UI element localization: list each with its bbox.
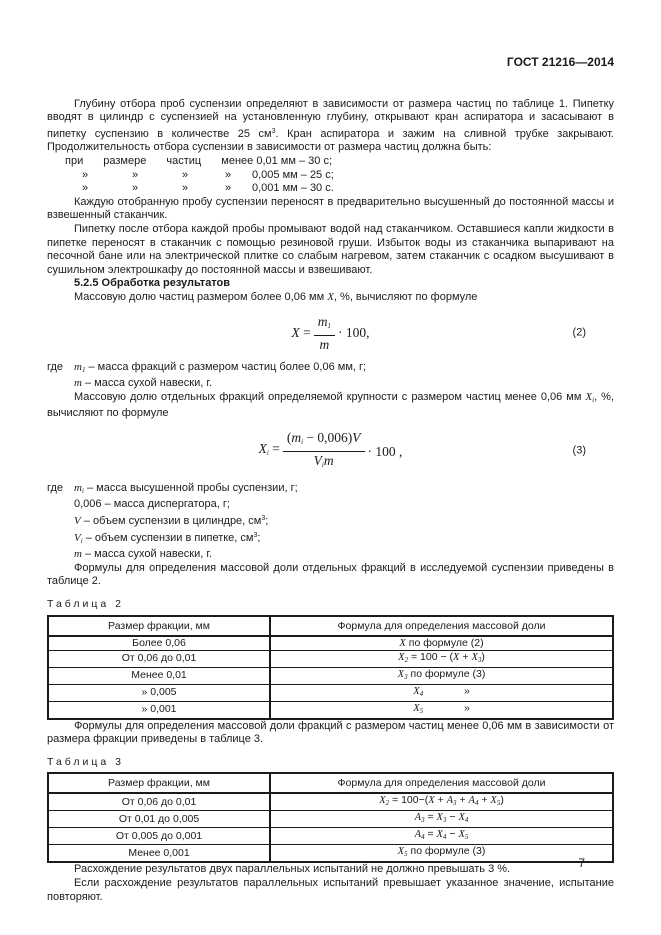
table-header-row [48,616,613,636]
cell-size: От 0,01 до 0,005 [48,811,270,828]
ditto-mark: » [224,168,232,181]
formula-3-numerator: $(m_i - 0,006)V$ [283,430,365,452]
table-row [48,811,613,828]
cell-size: Более 0,06 [48,636,270,651]
where-line [47,529,614,549]
duration-list-line-1: при размере частиц менее 0,01 мм – 30 с; [65,154,333,167]
column-header-formula: Формула для определения массовой доли [270,773,613,793]
formula-2-numerator: $m_1$ [314,314,335,336]
ditto-mark: » [181,168,189,181]
duration-value: 0,005 мм – 25 с; [252,168,334,181]
where-definition: 0,006 – масса диспергатора, г; [74,498,230,511]
cell-size: Менее 0,001 [48,845,270,863]
where-line [47,482,614,499]
column-header-formula: Формула для определения массовой доли [270,616,613,636]
table-2 [47,615,614,720]
where-line [47,512,614,529]
formula-3 [47,430,614,473]
cell-formula: $A_4 = X_4 - X_5$ [270,828,613,845]
table-row [48,650,613,667]
where-definition: $m_i$ – масса высушенной пробы суспензии, г; [74,481,298,495]
paragraph-formula2-intro: Массовую долю частиц размером более 0,06 мм X, %, вычисляют по формуле [74,290,478,303]
paragraph-table3-intro: Формулы для определения массовой доли фракций с размером частиц менее 0,06 мм в зависимости от размера фракции приведены в таблице 3. [47,719,614,746]
cell-size: От 0,06 до 0,01 [48,650,270,667]
paragraph-sampling-depth: Глубину отбора проб суспензии определяют в зависимости от размера частиц по таблице 1. Пипетку вводят в цилиндр с суспензией на установленную глубину, открывают кран аспиратора и засасывают в пипетку суспензию в количестве 25 $см^3$. Кран аспиратора и зажим на сливной трубке закрывают. Продолжительность отбора суспензии в зависимости от размера частиц должна быть: [47,97,614,154]
cell-formula: $X_5$ » [270,701,613,719]
where-line [47,498,614,512]
table-row [48,684,613,701]
table-row [48,667,613,684]
cell-formula: X по формуле (2) [270,636,613,651]
where-definition: $m_1$ – масса фракций с размером частиц более 0,06 мм, г; [74,360,367,374]
table-2-label: Таблица 2 [47,598,124,611]
ditto-mark: » [131,182,139,195]
table-3-label: Таблица 3 [47,755,124,768]
ditto-mark: » [81,168,89,181]
cell-size: От 0,005 до 0,001 [48,828,270,845]
formula-3-denominator: $V_im$ [313,452,334,469]
where-lead: где [47,360,64,373]
cell-formula: $X_5$ по формуле (3) [270,845,613,863]
formula-2-denominator: m [319,336,330,352]
cell-formula: $X_2 = 100 - (X + X_3)$ [270,650,613,667]
cell-formula: $A_3 = X_3 - X_4$ [270,811,613,828]
formula-3-lhs: $X_i$ = [258,441,280,458]
duration-value: 0,001 мм – 30 с. [252,182,334,195]
paragraph-divergence: Расхождение результатов двух параллельных испытаний не должно превышать 3 %. [74,863,511,876]
ditto-mark: » [81,182,89,195]
table-row [48,828,613,845]
cell-formula: $X_3$ по формуле (3) [270,667,613,684]
cell-size: » 0,005 [48,684,270,701]
formula-2 [47,314,614,352]
where-definition: m – масса сухой навески, г. [74,377,213,390]
column-header-size: Размер фракции, мм [48,773,270,793]
paragraph-sample-transfer: Каждую отобранную пробу суспензии переносят в предварительно высушенный до постоянной массы и взвешенный стаканчик. [47,195,614,222]
cell-formula: $X_4$ » [270,684,613,701]
table-row [48,701,613,719]
cell-size: » 0,001 [48,701,270,719]
paragraph-pipette-washing: Пипетку после отбора каждой пробы промывают водой над стаканчиком. Оставшиеся капли жидкости в пипетке переносят в стаканчик с помощью резиновой груши. Избыток воды из стаканчика выпаривают на песочной бане или на электрической плитке со слабым нагревом, затем стаканчик с осадком высушивают в сушильном электрошкафу до постоянной массы и взвешивают. [47,222,614,276]
column-header-size: Размер фракции, мм [48,616,270,636]
paragraph-repeat-test: Если расхождение результатов параллельных испытаний превышает указанное значение, испытание повторяют. [47,877,614,903]
formula-3-tail: · 100 , [367,443,403,459]
where-lead: где [47,481,64,494]
paragraph-formula3-intro: Массовую долю отдельных фракций определяемой крупности с размером частиц менее 0,06 мм $X_i$, %, вычисляют по формуле [47,390,615,420]
table-row [48,845,613,863]
formula-3-number: (3) [572,444,586,457]
where-block-1 [47,361,614,391]
formula-2-number: (2) [572,326,586,338]
paragraph-table2-intro: Формулы для определения массовой доли отдельных фракций в исследуемой суспензии приведены в таблице 2. [47,561,614,588]
where-definition: $V_i$ – объем суспензии в пипетке, $см^3$; [74,531,261,545]
duration-list-line-3 [47,182,614,196]
where-line [47,377,614,391]
where-block-2 [47,482,614,562]
where-line [47,361,614,378]
formula-2-tail: · 100, [338,325,370,340]
doc-number: ГОСТ 21216—2014 [506,55,614,69]
table-row [48,793,613,811]
ditto-mark: » [181,182,189,195]
formula-3-fraction [283,430,365,473]
where-definition: m – масса сухой навески, г. [74,548,213,561]
ditto-mark: » [131,168,139,181]
formula-2-lhs: X = [291,325,311,340]
section-heading-525: 5.2.5 Обработка результатов [74,277,231,290]
duration-list-line-2 [47,169,614,183]
formula-2-fraction [314,314,335,352]
cell-size: От 0,06 до 0,01 [48,793,270,811]
page-number: 7 [578,856,585,871]
cell-size: Менее 0,01 [48,667,270,684]
where-definition: V – объем суспензии в цилиндре, $см^3$; [74,515,269,528]
table-3 [47,772,614,863]
cell-formula: $X_2 = 100-(X + A_3 + A_4 + X_5)$ [270,793,613,811]
where-line [47,548,614,562]
table-row [48,636,613,651]
table-header-row [48,773,613,793]
ditto-mark: » [224,182,232,195]
